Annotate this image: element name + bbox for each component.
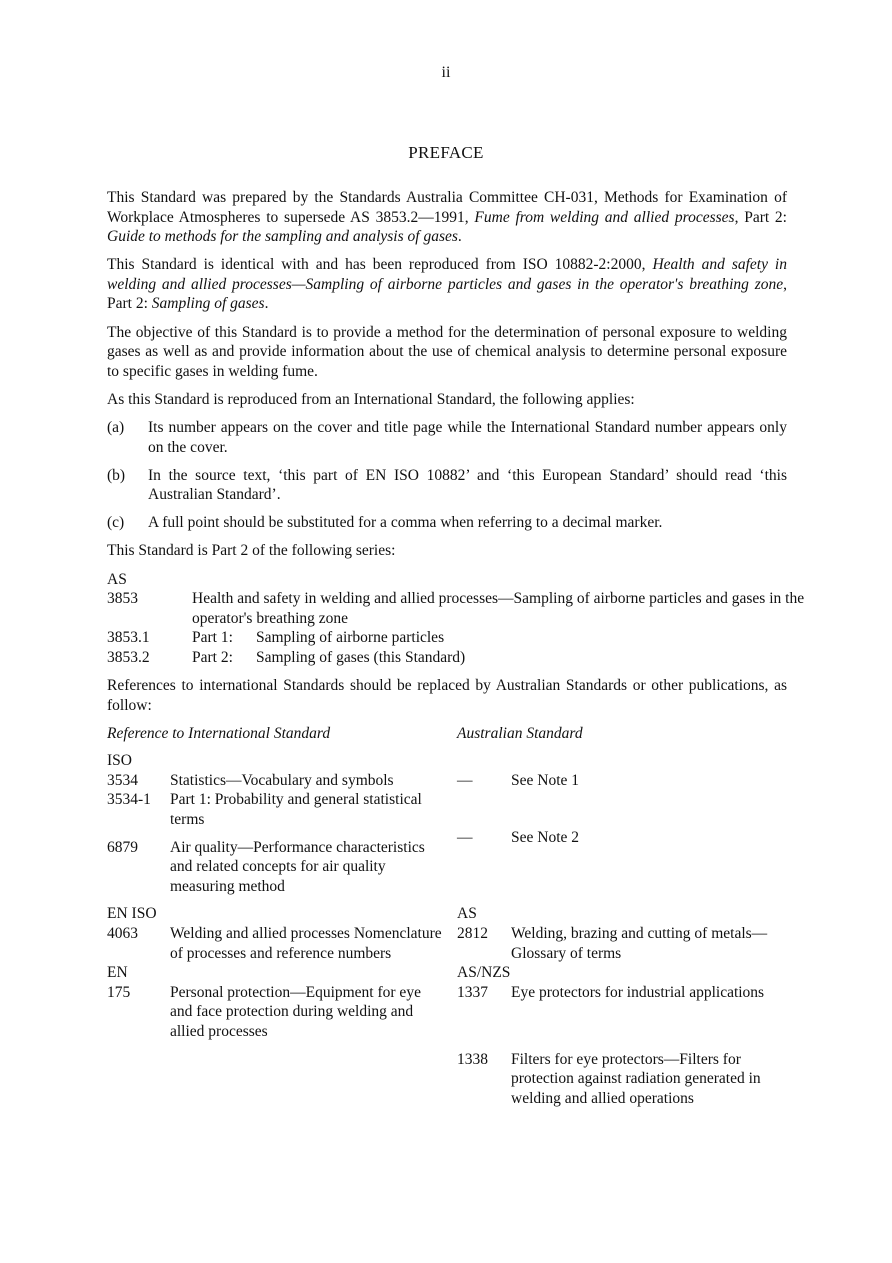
series-description: Health and safety in welding and allied processes—Sampling of airborne particles and gases in the operator's breathing zone — [192, 590, 805, 627]
reference-row — [107, 983, 797, 1042]
as-number: 1338 — [457, 1050, 488, 1068]
reference-row — [107, 790, 797, 829]
series-number: 3853.1 — [107, 629, 150, 647]
ref-number: 6879 — [107, 838, 138, 856]
group-label-row — [107, 963, 797, 983]
paragraph-applies: As this Standard is reproduced from an International Standard, the following applies: — [107, 390, 635, 408]
series-row — [107, 648, 837, 668]
series-row — [107, 589, 837, 628]
list-text: In the source text, ‘this part of EN ISO 10882’ and ‘this European Standard’ should read ‘this Australian Standard’. — [148, 466, 787, 504]
reference-row — [107, 924, 797, 963]
ref-number: 4063 — [107, 925, 138, 942]
ref-description: Part 1: Probability and general statistical terms — [170, 791, 422, 829]
list-item — [107, 513, 787, 533]
as-description: Welding, brazing and cutting of metals—Glossary of terms — [511, 925, 768, 962]
paragraph-references: References to international Standards should be replaced by Australian Standards or other publications, as follow: — [107, 676, 787, 714]
as-description: See Note 2 — [511, 828, 580, 846]
header-international: Reference to International Standard — [107, 724, 331, 742]
text-run: , Part 2: — [734, 208, 787, 226]
reference-table — [107, 724, 797, 1109]
page-title: PREFACE — [408, 143, 484, 162]
series-number: 3853 — [107, 590, 138, 608]
ref-number: 3534-1 — [107, 791, 151, 809]
ref-description: Air quality—Performance characteristics and related concepts for air quality measuring method — [170, 838, 425, 895]
reference-row — [107, 828, 797, 897]
group-label-iso: ISO — [107, 752, 132, 770]
series-part: Part 2: — [192, 648, 233, 666]
header-australian: Australian Standard — [457, 724, 583, 742]
series-prefix: AS — [107, 570, 127, 588]
list-item — [107, 466, 787, 505]
list-label: (a) — [107, 418, 125, 436]
reference-header-row — [107, 724, 797, 744]
list-label: (b) — [107, 466, 126, 484]
italic-title: Sampling of gases — [151, 295, 265, 313]
as-number: — — [457, 771, 473, 789]
list-text: Its number appears on the cover and title page while the International Standard number appears only on the cover. — [148, 418, 787, 456]
ref-description: Personal protection—Equipment for eye and face protection during welding and allied processes — [170, 983, 421, 1040]
italic-title: Guide to methods for the sampling and analysis of gases — [107, 228, 458, 246]
series-part: Part 1: — [192, 629, 233, 647]
as-number: 1337 — [457, 983, 488, 1001]
group-label-as: AS — [457, 905, 477, 923]
text-run: This Standard was prepared by the Standards Australia Committee CH-031, Methods for Examination of Workplace Atmospheres to supersede AS 3853.2—1991, — [107, 189, 787, 226]
series-row — [107, 628, 837, 648]
list-label: (c) — [107, 514, 125, 532]
as-description: See Note 1 — [511, 771, 580, 789]
group-label-en: EN — [107, 964, 128, 982]
italic-title: Health and safety in welding and allied processes—Sampling of airborne particles and gases in the operator's breathing zone — [107, 256, 787, 293]
reference-row — [107, 771, 797, 791]
group-label-row — [107, 904, 797, 924]
group-label-asnzs: AS/NZS — [457, 964, 511, 982]
text-run: . — [264, 295, 269, 313]
as-description — [511, 790, 797, 829]
series-list — [107, 570, 837, 668]
ref-number: 3534 — [107, 771, 138, 789]
as-description: Filters for eye protectors—Filters for protection against radiation generated in welding and allied operations — [511, 1050, 761, 1107]
paragraph-committee — [107, 188, 787, 247]
as-number: — — [457, 828, 473, 846]
list-item — [107, 418, 787, 457]
paragraph-objective: The objective of this Standard is to provide a method for the determination of personal exposure to welding gases as well as and provide information about the use of chemical analysis to determine personal exposure to specific gases in welding fume. — [107, 323, 787, 380]
as-description: Eye protectors for industrial applications — [511, 983, 765, 1001]
ref-description: Statistics—Vocabulary and symbols — [170, 771, 394, 789]
text-run: This Standard is identical with and has been reproduced from ISO 10882-2:2000, — [107, 256, 653, 274]
series-description: Sampling of gases (this Standard) — [256, 648, 466, 666]
as-number — [457, 790, 511, 829]
paragraph-identical — [107, 255, 787, 314]
group-label-en-iso: EN ISO — [107, 905, 157, 923]
ref-number: 175 — [107, 983, 131, 1001]
as-number: 2812 — [457, 925, 488, 942]
italic-title: Fume from welding and allied processes — [474, 208, 735, 226]
document-body — [107, 188, 805, 1108]
series-number: 3853.2 — [107, 648, 150, 666]
page-number: ii — [441, 64, 451, 81]
series-description: Sampling of airborne particles — [256, 629, 445, 647]
ref-description: Welding and allied processes Nomenclature of processes and reference numbers — [170, 925, 442, 962]
reference-row — [107, 1050, 797, 1109]
text-run: , Part 2: — [107, 275, 787, 313]
text-run: . — [457, 228, 462, 246]
paragraph-series: This Standard is Part 2 of the following series: — [107, 542, 396, 560]
list-text: A full point should be substituted for a comma when referring to a decimal marker. — [148, 514, 663, 532]
